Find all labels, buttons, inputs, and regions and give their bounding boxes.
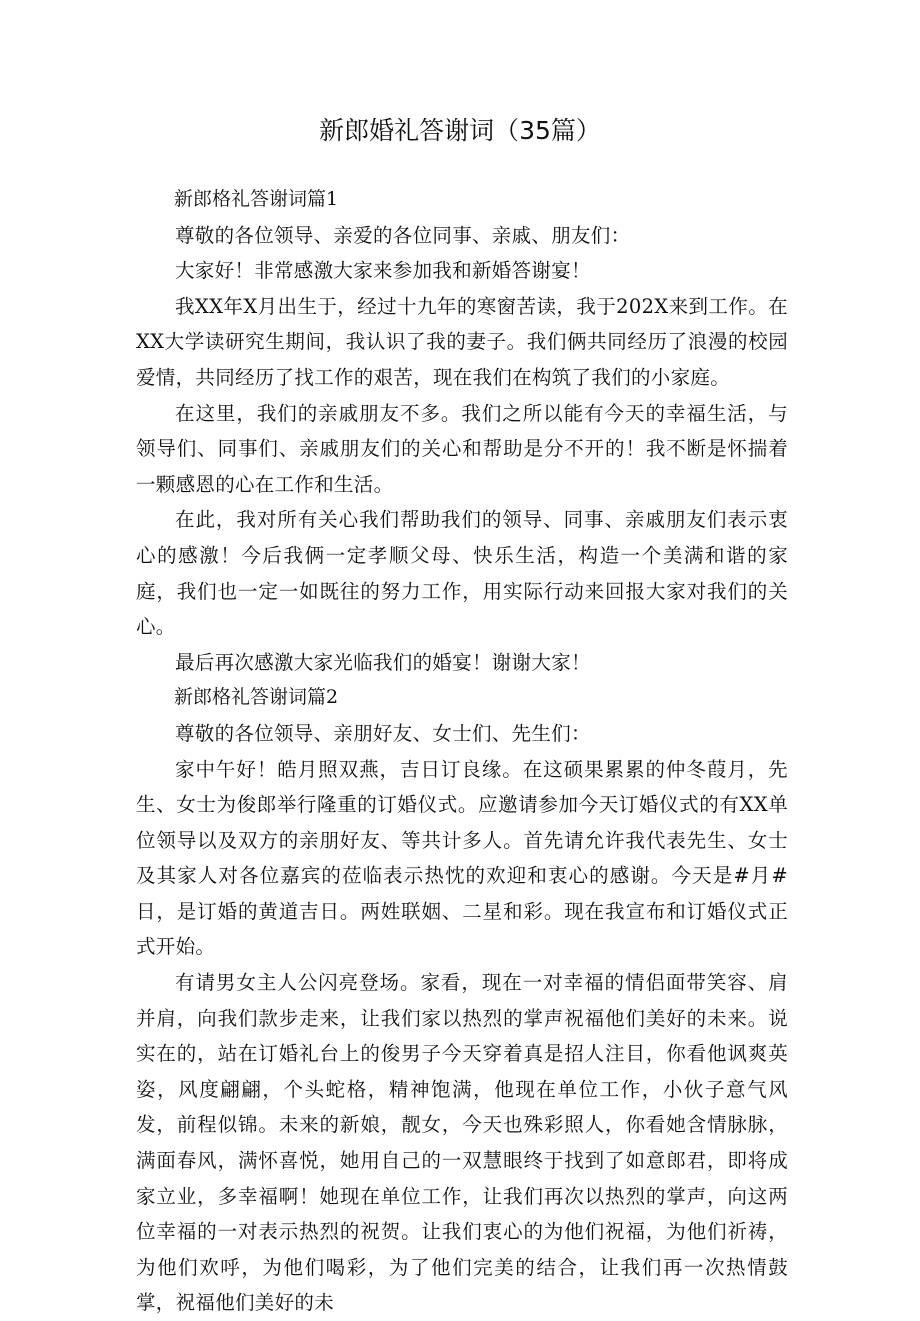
salutation: 尊敬的各位领导、亲朋好友、女士们、先生们： [175, 721, 591, 745]
body-paragraph: 有请男女主人公闪亮登场。家看，现在一对幸福的情侣面带笑容、肩并肩，向我们款步走来，让我们家以热烈的掌声祝福他们美好的未来。说实在的，站在订婚礼台上的俊男子今天穿着真是招人注目，你看他讽爽英姿，风度翩翩，个头蛇格，精神饱满，他现在单位工作，小伙子意气风发，前程似锦。未来的新娘，靓女，今天也殊彩照人，你看她含情脉脉，满面春风，满怀喜悦，她用自己的一双慧眼终于找到了如意郎君，即将成家立业，多幸福啊！她现在单位工作，让我们再次以热烈的掌声，向这两位幸福的一对表示热烈的祝贺。让我们衷心的为他们祝福，为他们祈祷，为他们欢呼，为他们喝彩，为了他们完美的结合，让我们再一次热情鼓掌，祝福他们美好的未 [136, 971, 788, 1315]
body-paragraph: 家中午好！皓月照双燕，吉日订良缘。在这硕果累累的仲冬葭月，先生、女士为俊郎举行隆重的订婚仪式。应邀请参加今天订婚仪式的有XX单位领导以及双方的亲朋好友、等共计多人。首先请允许我代表先生、女士及其家人对各位嘉宾的莅临表示热忱的欢迎和衷心的感谢。今天是#月#日，是订婚的黄道吉日。两姓联姻、二星和彩。现在我宣布和订婚仪式正式开始。 [136, 757, 788, 959]
body-paragraph: 最后再次感激大家光临我们的婚宴！谢谢大家！ [175, 650, 591, 674]
body-paragraph: 在这里，我们的亲戚朋友不多。我们之所以能有今天的幸福生活，与领导们、同事们、亲戚朋友们的关心和帮助是分不开的！我不断是怀揣着一颗感恩的心在工作和生活。 [136, 401, 788, 496]
body-paragraph: 大家好！非常感激大家来参加我和新婚答谢宴！ [175, 259, 591, 283]
section-heading: 新郎格礼答谢词篇2 [174, 686, 339, 709]
document-body [136, 182, 788, 1321]
body-paragraph: 我XX年X月出生于，经过十九年的寒窗苦读，我于202X来到工作。在XX大学读研究生期间，我认识了我的妻子。我们俩共同经历了浪漫的校园爱情，共同经历了找工作的艰苦，现在我们在构筑了我们的小家庭。 [136, 294, 788, 389]
document-title: 新郎婚礼答谢词（35篇） [319, 116, 601, 145]
section-heading: 新郎格礼答谢词篇1 [174, 188, 339, 210]
body-paragraph: 在此，我对所有关心我们帮助我们的领导、同事、亲戚朋友们表示衷心的感激！今后我俩一定孝顺父母、快乐生活，构造一个美满和谐的家庭，我们也一定一如既往的努力工作，用实际行动来回报大家对我们的关心。 [136, 508, 788, 639]
salutation: 尊敬的各位领导、亲爱的各位同事、亲戚、朋友们： [175, 223, 631, 247]
